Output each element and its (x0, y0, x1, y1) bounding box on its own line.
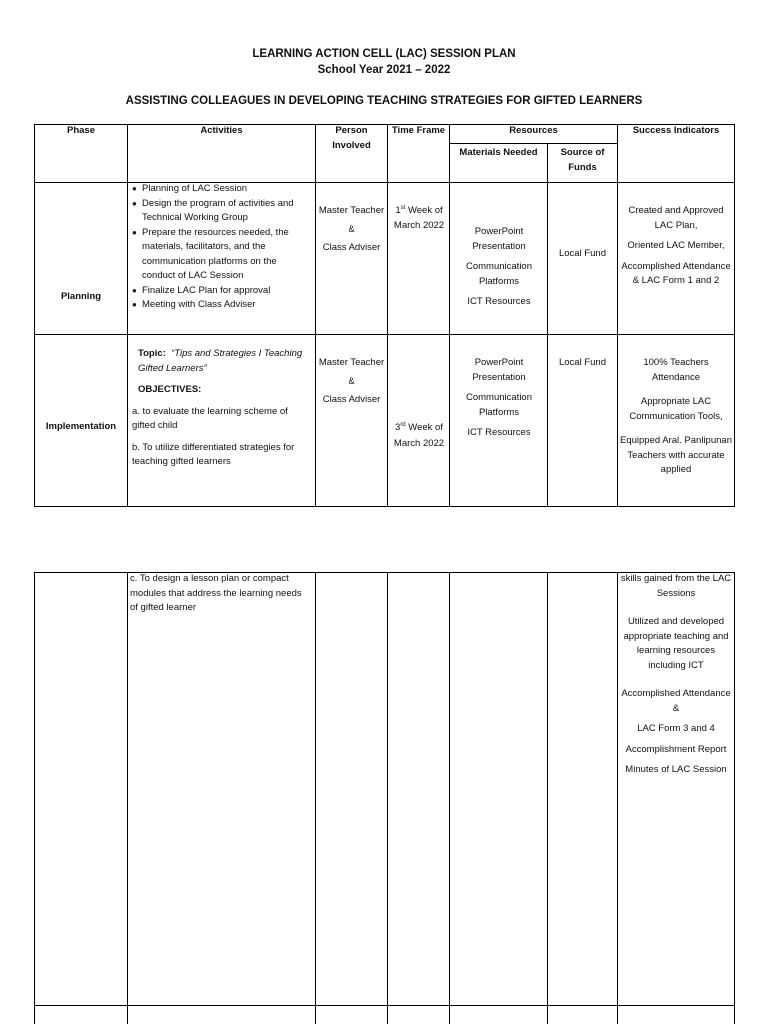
col-header-source-of-funds: Source of Funds (560, 147, 605, 173)
document-title: LEARNING ACTION CELL (LAC) SESSION PLAN (252, 48, 516, 60)
col-header-person-involved: Person Involved (332, 125, 371, 151)
implementation-funds: Local Fund (558, 357, 606, 368)
implementation-time-frame: 3rd Week of March 2022 (393, 421, 445, 449)
document-subtitle: ASSISTING COLLEAGUES IN DEVELOPING TEACHING STRATEGIES FOR GIFTED LEARNERS (125, 95, 643, 107)
list-item: ● Meeting with Class Adviser (132, 298, 312, 313)
col-header-materials-needed: Materials Needed (459, 147, 538, 158)
phase-implementation: Implementation (45, 421, 117, 432)
list-item: ● Finalize LAC Plan for approval (132, 284, 312, 299)
implementation-materials: PowerPoint Presentation Communication Platforms ICT Resources (466, 357, 532, 438)
col-header-resources: Resources (509, 125, 558, 136)
planning-materials: PowerPoint Presentation Communication Platforms ICT Resources (466, 226, 532, 307)
objective-c: c. To design a lesson plan or compact modules that address the learning needs of gifted learner (130, 573, 302, 613)
objective-b: b. To utilize differentiated strategies for teaching gifted learners (132, 441, 295, 467)
school-year: School Year 2021 – 2022 (317, 64, 451, 76)
planning-funds: Local Fund (558, 248, 606, 259)
objective-a: a. to evaluate the learning scheme of gifted child (132, 405, 288, 431)
objectives-label: OBJECTIVES: (138, 384, 202, 395)
implementation-person: Master Teacher & Class Adviser (318, 357, 385, 405)
col-header-activities: Activities (200, 125, 243, 136)
phase-planning: Planning (60, 291, 102, 302)
implementation-activities (132, 347, 312, 470)
planning-indicators: Created and Approved LAC Plan, Oriented LAC Member, Accomplished Attendance & LAC Form 1 and 2 (621, 205, 731, 286)
col-header-time-frame: Time Frame (391, 125, 446, 136)
col-header-success-indicators: Success Indicators (632, 125, 720, 136)
planning-time-frame: 1st Week of March 2022 (393, 204, 445, 231)
topic-text: “Tips and Strategies I Teaching Gifted Learners” (138, 348, 303, 374)
col-header-phase: Phase (67, 125, 95, 136)
implementation-indicators: 100% Teachers Attendance Appropriate LAC Communication Tools, Equipped Aral. Panlipunan Teachers with accurate applied (620, 357, 732, 475)
list-item: ● Design the program of activities and Technical Working Group (132, 197, 312, 226)
planning-activities (132, 182, 312, 313)
list-item: ● Planning of LAC Session (132, 182, 312, 197)
list-item: ● Prepare the resources needed, the materials, facilitators, and the communication platforms on the conduct of LAC Session (132, 226, 312, 284)
continuation-indicators: skills gained from the LAC Sessions Utilized and developed appropriate teaching and learning resources including ICT Accomplished Attendance & LAC Form 3 and 4 Accomplishment Report Minutes of LAC Session (620, 573, 732, 775)
topic-label: Topic: (138, 348, 166, 359)
planning-person: Master Teacher & Class Adviser (318, 205, 385, 253)
